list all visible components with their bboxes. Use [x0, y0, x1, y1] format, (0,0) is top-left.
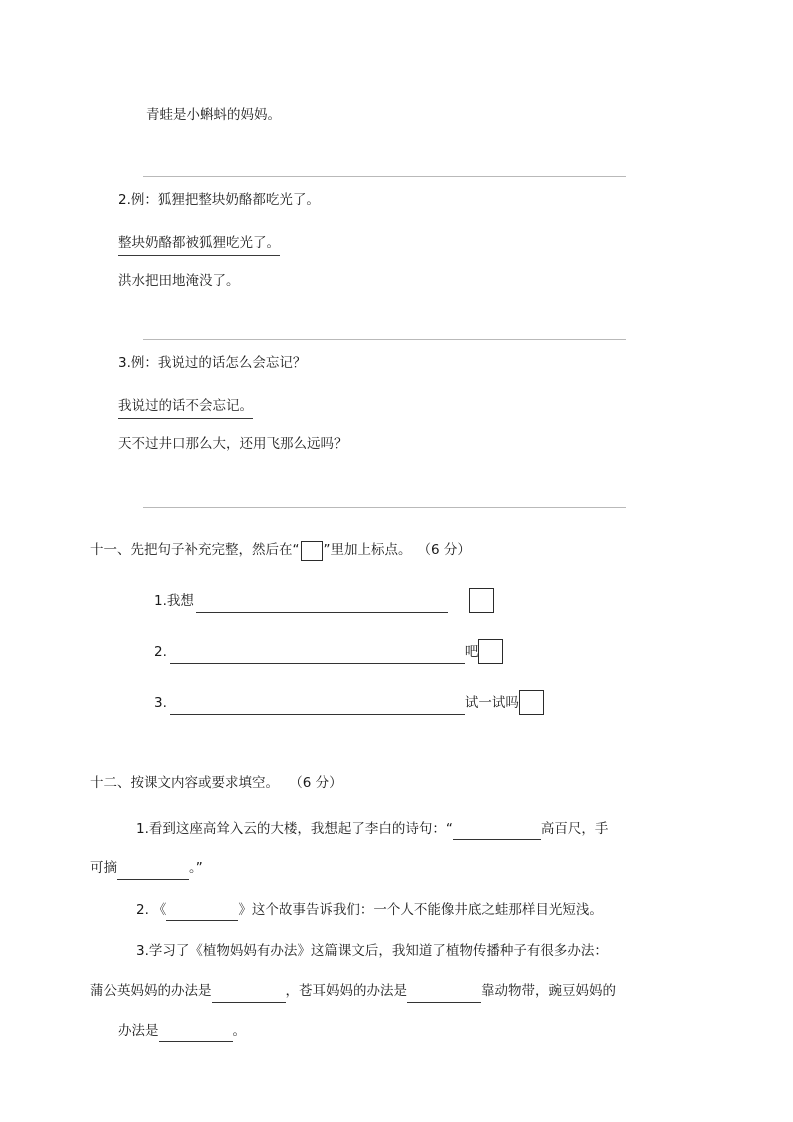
answer-rule-3 [143, 507, 626, 508]
s12-item1-text-b: 高百尺，手 [540, 820, 609, 837]
section-12-item-2 [136, 900, 710, 922]
s11-item3-blank[interactable] [170, 700, 465, 715]
s12-item1-blank-2[interactable] [117, 865, 189, 880]
s11-item2-blank[interactable] [170, 649, 465, 664]
section-11-score: （6 分） [417, 542, 471, 558]
item-2-question: 洪水把田地淹没了。 [118, 273, 240, 290]
s12-item1-number: 1. [136, 820, 149, 837]
s12-item2-blank[interactable] [166, 906, 238, 921]
section-12 [90, 773, 710, 1042]
item-2-number: 2. [118, 192, 131, 208]
section-12-score: （6 分） [289, 775, 343, 791]
section-11-item-2 [154, 639, 710, 664]
section-12-heading: 十二、按课文内容或要求填空。 [90, 775, 279, 791]
item-3-question: 天不过井口那么大，还用飞那么远吗？ [118, 436, 348, 453]
s11-item1-number: 1. [154, 593, 167, 609]
s12-item3-blank-3[interactable] [159, 1027, 233, 1042]
section-11-heading-b: ”里加上标点。 [323, 542, 412, 558]
question-item-3 [118, 353, 348, 456]
s11-item2-number: 2. [154, 644, 167, 660]
item-3-number: 3. [118, 355, 131, 371]
s12-item3-text-c: ，苍耳妈妈的办法是 [285, 982, 407, 999]
s12-item3-blank-2[interactable] [407, 988, 481, 1003]
s12-item3-text-f: 。 [232, 1022, 246, 1039]
section-11-heading-a: 十一、先把句子补充完整，然后在“ [90, 542, 300, 558]
section-11-item-1 [154, 588, 710, 613]
s11-item2-punct-box[interactable] [478, 639, 503, 664]
s12-item3-text-a: 学习了《植物妈妈有办法》这篇课文后，我知道了植物传播种子有很多办法： [148, 943, 608, 960]
s12-item2-number: 2. [136, 901, 149, 918]
s11-item1-lead: 我想 [166, 593, 194, 609]
s12-item3-text-e: 办法是 [118, 1022, 159, 1039]
s12-item1-text-d: 。” [189, 860, 203, 877]
item-2-answer: 整块奶酪都被狐狸吃光了。 [118, 233, 280, 257]
s11-item1-blank[interactable] [196, 598, 448, 613]
s12-item3-text-b: 蒲公英妈妈的办法是 [90, 982, 212, 999]
s12-item2-text-b: 》这个故事告诉我们：一个人不能像井底之蛙那样目光短浅。 [238, 901, 603, 918]
s12-item3-number: 3. [136, 943, 149, 960]
item-3-answer: 我说过的话不会忘记。 [118, 396, 253, 420]
sample-answer-line: 青蛙是小蝌蚪的妈妈。 [146, 107, 281, 123]
answer-rule-2 [143, 339, 626, 340]
item-2-prompt: 例：狐狸把整块奶酪都吃光了。 [130, 192, 320, 208]
answer-rule-1 [143, 176, 626, 177]
s11-item3-number: 3. [154, 695, 167, 711]
s12-item1-text-a: 看到这座高耸入云的大楼，我想起了李白的诗句：“ [148, 820, 453, 837]
item-3-prompt: 例：我说过的话怎么会忘记？ [130, 355, 307, 371]
punctuation-box-heading [301, 541, 323, 561]
s12-item3-text-d: 靠动物带，豌豆妈妈的 [481, 982, 616, 999]
section-11 [90, 540, 710, 715]
s12-item1-text-c: 可摘 [90, 860, 117, 877]
s11-item3-punct-box[interactable] [519, 690, 544, 715]
question-item-2 [118, 190, 320, 293]
s11-item2-trail: 吧 [464, 644, 479, 660]
s11-item3-trail: 试一试吗 [464, 695, 519, 711]
s12-item3-blank-1[interactable] [212, 988, 286, 1003]
s11-item1-punct-box[interactable] [469, 588, 494, 613]
section-11-item-3 [154, 690, 710, 715]
s12-item2-text-a: 《 [152, 901, 167, 918]
section-12-item-3 [90, 941, 710, 1042]
section-12-item-1 [90, 819, 710, 880]
s12-item1-blank-1[interactable] [453, 825, 541, 840]
